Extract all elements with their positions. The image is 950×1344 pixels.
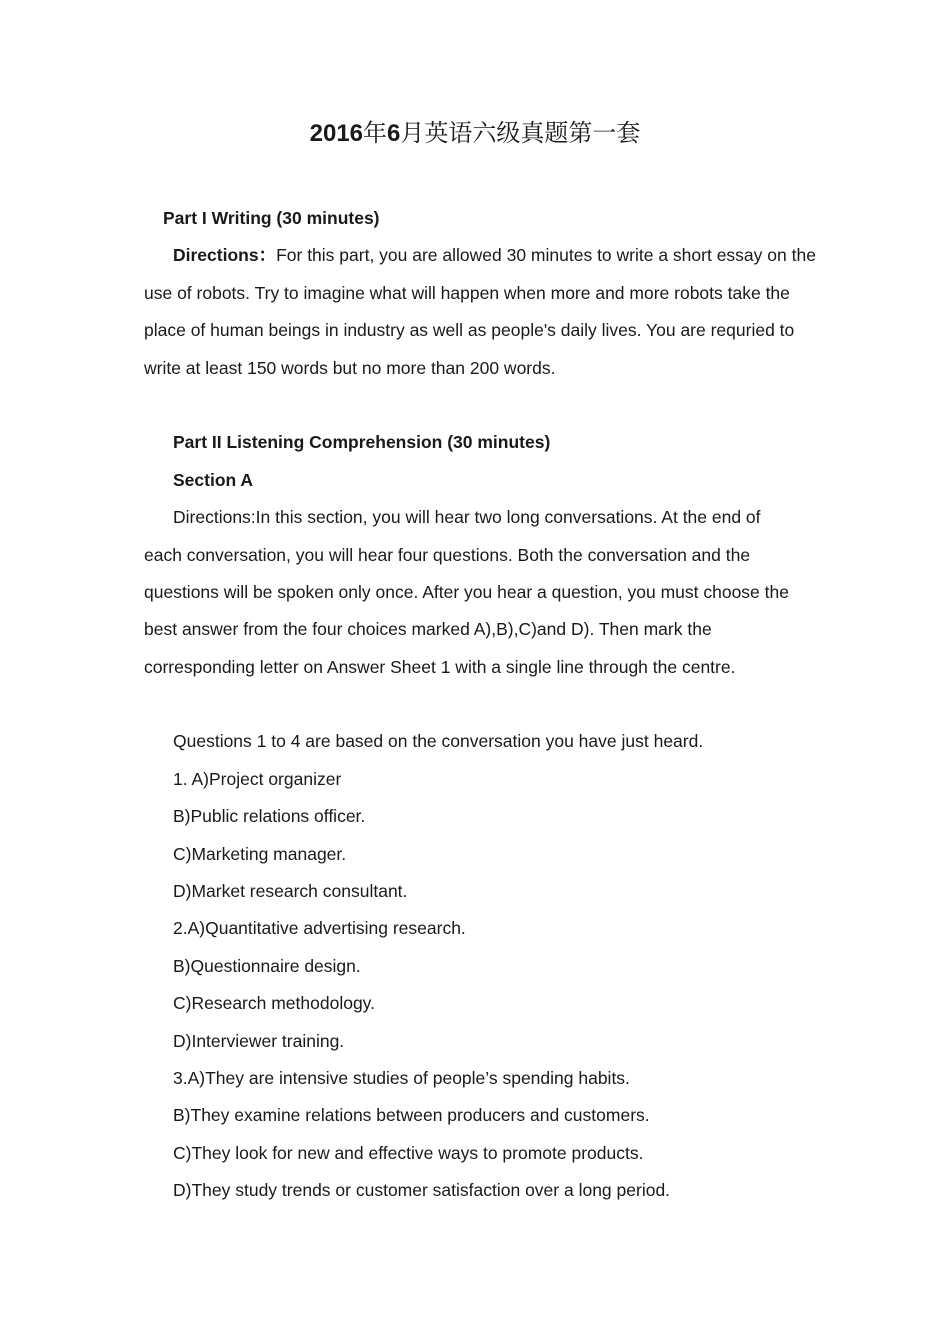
question-1-option [144, 798, 934, 835]
paragraph-gap [144, 387, 934, 424]
question-2-option [144, 910, 934, 947]
option-text: A)Quantitative advertising research. [187, 918, 466, 939]
question-1-option [144, 761, 934, 798]
section-a-heading: Section A [173, 469, 254, 490]
option-text: C)Marketing manager. [173, 843, 347, 864]
paragraph-gap [144, 686, 934, 723]
option-text: D)They study trends or customer satisfaction over a long period. [173, 1180, 671, 1201]
question-1-option [144, 836, 934, 873]
part1-directions-label: Directions： [173, 245, 277, 266]
part1-directions-text: For this part, you are allowed 30 minutes to write a short essay on the [276, 245, 816, 266]
question-number: 2. [173, 918, 188, 939]
title-rest: 月英语六级真题第一套 [400, 119, 641, 147]
option-text: B)They examine relations between producers and customers. [173, 1105, 650, 1126]
option-text: C)Research methodology. [173, 993, 375, 1014]
part2-directions-line: corresponding letter on Answer Sheet 1 with a single line through the centre. [144, 656, 736, 677]
question-list [144, 761, 934, 1210]
question-1-option [144, 873, 934, 910]
question-2-option [144, 1023, 934, 1060]
document-title [0, 113, 950, 153]
option-text: A)They are intensive studies of people’s spending habits. [187, 1067, 630, 1088]
document-body [144, 200, 934, 1210]
question-2-option [144, 948, 934, 985]
part1-directions-line: place of human beings in industry as well as people's daily lives. You are requried to [144, 320, 795, 341]
question-number: 1. [173, 768, 192, 789]
part2-directions-line: best answer from the four choices marked A),B),C)and D). Then mark the [144, 619, 712, 640]
part2-directions-line: Directions:In this section, you will hear two long conversations. At the end of [173, 507, 761, 528]
part1-directions-line [144, 237, 934, 274]
questions-intro: Questions 1 to 4 are based on the conversation you have just heard. [173, 731, 704, 752]
option-text: D)Market research consultant. [173, 881, 408, 902]
question-3-option [144, 1135, 934, 1172]
part1-heading: Part I Writing (30 minutes) [163, 208, 380, 228]
question-3-option [144, 1060, 934, 1097]
part2-directions-line: each conversation, you will hear four questions. Both the conversation and the [144, 544, 751, 565]
option-text: B)Public relations officer. [173, 806, 366, 827]
title-year: 2016 [309, 120, 364, 147]
question-3-option [144, 1172, 934, 1209]
option-text: C)They look for new and effective ways to promote products. [173, 1142, 644, 1163]
title-month: 6 [387, 120, 401, 147]
option-text: B)Questionnaire design. [173, 955, 361, 976]
option-text: D)Interviewer training. [173, 1030, 345, 1051]
part2-heading: Part II Listening Comprehension (30 minutes) [173, 432, 551, 453]
question-3-option [144, 1097, 934, 1134]
question-number: 3. [173, 1067, 188, 1088]
part2-directions-line: questions will be spoken only once. After you hear a question, you must choose the [144, 581, 789, 602]
part1-directions-line: write at least 150 words but no more than 200 words. [144, 357, 556, 378]
option-text: A)Project organizer [191, 768, 342, 789]
part1-directions-line: use of robots. Try to imagine what will happen when more and more robots take the [144, 282, 790, 303]
title-year-char: 年 [363, 119, 388, 147]
question-2-option [144, 985, 934, 1022]
